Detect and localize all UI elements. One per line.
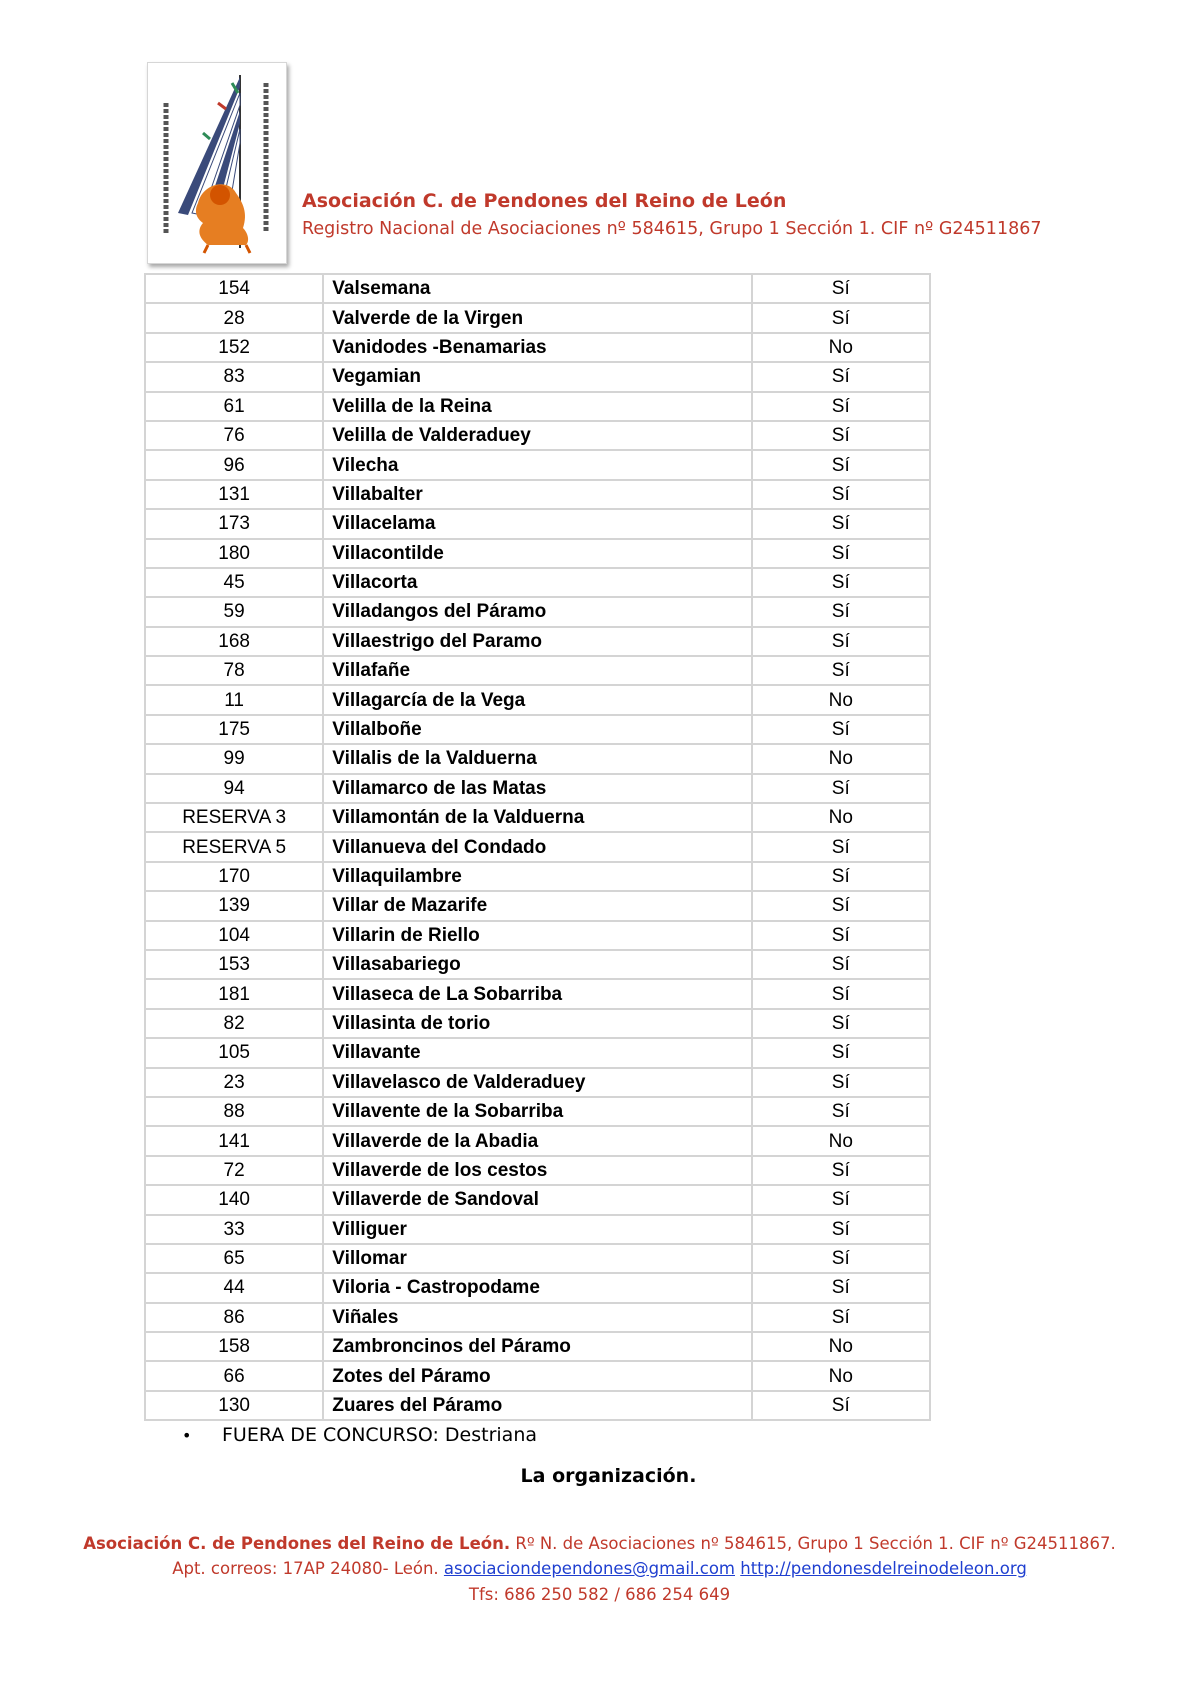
row-number: 131 xyxy=(145,480,323,509)
table-row xyxy=(145,421,930,450)
table-row xyxy=(145,539,930,568)
row-status: Sí xyxy=(752,1303,930,1332)
row-locality: Villavente de la Sobarriba xyxy=(323,1097,751,1126)
row-number: 72 xyxy=(145,1156,323,1185)
table-row xyxy=(145,568,930,597)
row-status: Sí xyxy=(752,303,930,332)
footer-line-2 xyxy=(0,1559,1199,1578)
association-logo xyxy=(147,62,287,264)
row-number: 33 xyxy=(145,1215,323,1244)
row-number: 82 xyxy=(145,1009,323,1038)
out-of-contest-note xyxy=(182,1424,537,1446)
table-row xyxy=(145,685,930,714)
row-locality: Villasabariego xyxy=(323,950,751,979)
row-status: Sí xyxy=(752,421,930,450)
row-status: No xyxy=(752,744,930,773)
row-status: Sí xyxy=(752,539,930,568)
row-locality: Villaestrigo del Paramo xyxy=(323,627,751,656)
row-status: Sí xyxy=(752,921,930,950)
table-row xyxy=(145,862,930,891)
footer-association-name: Asociación C. de Pendones del Reino de León. xyxy=(83,1534,511,1553)
row-locality: Vanidodes -Benamarias xyxy=(323,333,751,362)
table-row xyxy=(145,832,930,861)
row-number: 76 xyxy=(145,421,323,450)
row-number: 152 xyxy=(145,333,323,362)
row-number: 130 xyxy=(145,1391,323,1420)
table-row xyxy=(145,744,930,773)
row-status: Sí xyxy=(752,450,930,479)
table-row xyxy=(145,1273,930,1302)
table-row xyxy=(145,450,930,479)
footer-phones: Tfs: 686 250 582 / 686 254 649 xyxy=(468,1585,731,1604)
row-number: 173 xyxy=(145,509,323,538)
row-locality: Villomar xyxy=(323,1244,751,1273)
row-locality: Villasinta de torio xyxy=(323,1009,751,1038)
row-status: Sí xyxy=(752,1391,930,1420)
row-status: Sí xyxy=(752,568,930,597)
row-number: 23 xyxy=(145,1068,323,1097)
row-locality: Vegamian xyxy=(323,362,751,391)
participants-table xyxy=(144,273,931,1421)
row-locality: Villacorta xyxy=(323,568,751,597)
row-number: 175 xyxy=(145,715,323,744)
out-of-contest-text: FUERA DE CONCURSO: Destriana xyxy=(222,1424,538,1446)
bullet-icon: • xyxy=(182,1426,192,1445)
row-number: 94 xyxy=(145,774,323,803)
row-locality: Vilecha xyxy=(323,450,751,479)
row-number: 44 xyxy=(145,1273,323,1302)
row-number: 45 xyxy=(145,568,323,597)
row-status: Sí xyxy=(752,274,930,303)
footer-line-1 xyxy=(0,1534,1199,1553)
row-status: Sí xyxy=(752,950,930,979)
row-locality: Zambroncinos del Páramo xyxy=(323,1332,751,1361)
table-row xyxy=(145,1009,930,1038)
row-number: 180 xyxy=(145,539,323,568)
row-locality: Villaverde de Sandoval xyxy=(323,1185,751,1214)
row-locality: Villadangos del Páramo xyxy=(323,597,751,626)
row-status: Sí xyxy=(752,656,930,685)
row-status: No xyxy=(752,803,930,832)
row-number: 181 xyxy=(145,979,323,1008)
row-status: Sí xyxy=(752,1244,930,1273)
row-number: 61 xyxy=(145,392,323,421)
row-locality: Villarin de Riello xyxy=(323,921,751,950)
row-number: 83 xyxy=(145,362,323,391)
row-status: No xyxy=(752,333,930,362)
footer-address: Apt. correos: 17AP 24080- León. xyxy=(172,1559,444,1578)
table-row xyxy=(145,1156,930,1185)
row-status: Sí xyxy=(752,362,930,391)
row-locality: Viñales xyxy=(323,1303,751,1332)
table-row xyxy=(145,979,930,1008)
signature: La organización. xyxy=(520,1465,697,1487)
association-registry: Registro Nacional de Asociaciones nº 584615, Grupo 1 Sección 1. CIF nº G24511867 xyxy=(302,219,1042,239)
table-row xyxy=(145,1303,930,1332)
row-number: 28 xyxy=(145,303,323,332)
row-locality: Villalis de la Valduerna xyxy=(323,744,751,773)
row-locality: Villanueva del Condado xyxy=(323,832,751,861)
row-locality: Villavante xyxy=(323,1038,751,1067)
row-locality: Zotes del Páramo xyxy=(323,1361,751,1390)
table-row xyxy=(145,921,930,950)
row-status: Sí xyxy=(752,891,930,920)
footer-email-link[interactable]: asociaciondependones@gmail.com xyxy=(443,1559,735,1578)
row-number: 170 xyxy=(145,862,323,891)
row-locality: Villacelama xyxy=(323,509,751,538)
row-status: Sí xyxy=(752,774,930,803)
row-status: Sí xyxy=(752,1273,930,1302)
table-row xyxy=(145,715,930,744)
table-row xyxy=(145,1215,930,1244)
table-row xyxy=(145,1097,930,1126)
table-row xyxy=(145,1185,930,1214)
row-number: 11 xyxy=(145,685,323,714)
row-status: Sí xyxy=(752,1068,930,1097)
table-row xyxy=(145,480,930,509)
table-row xyxy=(145,597,930,626)
row-number: RESERVA 3 xyxy=(145,803,323,832)
row-locality: Velilla de Valderaduey xyxy=(323,421,751,450)
row-status: No xyxy=(752,1361,930,1390)
row-locality: Villacontilde xyxy=(323,539,751,568)
row-locality: Villaquilambre xyxy=(323,862,751,891)
row-status: Sí xyxy=(752,862,930,891)
row-status: Sí xyxy=(752,597,930,626)
row-number: 168 xyxy=(145,627,323,656)
row-status: Sí xyxy=(752,392,930,421)
table-row xyxy=(145,274,930,303)
table-row xyxy=(145,803,930,832)
row-status: Sí xyxy=(752,1097,930,1126)
row-status: Sí xyxy=(752,480,930,509)
table-row xyxy=(145,1391,930,1420)
row-number: 59 xyxy=(145,597,323,626)
table-row xyxy=(145,891,930,920)
table-row xyxy=(145,509,930,538)
row-locality: Villalboñe xyxy=(323,715,751,744)
table-row xyxy=(145,950,930,979)
row-locality: Villamontán de la Valduerna xyxy=(323,803,751,832)
row-locality: Villiguer xyxy=(323,1215,751,1244)
table-row xyxy=(145,303,930,332)
table-row xyxy=(145,1038,930,1067)
row-number: RESERVA 5 xyxy=(145,832,323,861)
row-status: No xyxy=(752,1332,930,1361)
row-number: 88 xyxy=(145,1097,323,1126)
row-locality: Villavelasco de Valderaduey xyxy=(323,1068,751,1097)
association-title: Asociación C. de Pendones del Reino de León xyxy=(302,190,787,212)
row-number: 105 xyxy=(145,1038,323,1067)
row-status: Sí xyxy=(752,979,930,1008)
row-number: 104 xyxy=(145,921,323,950)
row-locality: Valsemana xyxy=(323,274,751,303)
row-locality: Velilla de la Reina xyxy=(323,392,751,421)
row-status: Sí xyxy=(752,1215,930,1244)
table-row xyxy=(145,656,930,685)
participants-table-body xyxy=(145,274,930,1420)
row-locality: Viloria - Castropodame xyxy=(323,1273,751,1302)
row-locality: Valverde de la Virgen xyxy=(323,303,751,332)
table-row xyxy=(145,1126,930,1155)
table-row xyxy=(145,1332,930,1361)
row-status: Sí xyxy=(752,1156,930,1185)
table-row xyxy=(145,1068,930,1097)
row-status: No xyxy=(752,1126,930,1155)
row-locality: Villagarcía de la Vega xyxy=(323,685,751,714)
row-locality: Villamarco de las Matas xyxy=(323,774,751,803)
row-locality: Villaverde de los cestos xyxy=(323,1156,751,1185)
row-number: 65 xyxy=(145,1244,323,1273)
row-locality: Villaseca de La Sobarriba xyxy=(323,979,751,1008)
pendon-lion-emblem-icon xyxy=(148,63,286,263)
table-row xyxy=(145,774,930,803)
table-row xyxy=(145,392,930,421)
row-number: 139 xyxy=(145,891,323,920)
row-status: Sí xyxy=(752,627,930,656)
row-locality: Villafañe xyxy=(323,656,751,685)
row-status: Sí xyxy=(752,509,930,538)
table-row xyxy=(145,362,930,391)
row-number: 66 xyxy=(145,1361,323,1390)
row-number: 141 xyxy=(145,1126,323,1155)
footer-website-link[interactable]: http://pendonesdelreinodeleon.org xyxy=(740,1559,1027,1578)
row-status: Sí xyxy=(752,715,930,744)
footer-registry: Rº N. de Asociaciones nº 584615, Grupo 1 Sección 1. CIF nº G24511867. xyxy=(510,1534,1116,1553)
table-row xyxy=(145,333,930,362)
table-row xyxy=(145,1361,930,1390)
row-locality: Villar de Mazarife xyxy=(323,891,751,920)
row-status: Sí xyxy=(752,1009,930,1038)
row-number: 78 xyxy=(145,656,323,685)
row-locality: Zuares del Páramo xyxy=(323,1391,751,1420)
row-number: 96 xyxy=(145,450,323,479)
row-number: 86 xyxy=(145,1303,323,1332)
row-number: 158 xyxy=(145,1332,323,1361)
row-status: Sí xyxy=(752,1185,930,1214)
row-number: 154 xyxy=(145,274,323,303)
row-status: Sí xyxy=(752,1038,930,1067)
row-locality: Villaverde de la Abadia xyxy=(323,1126,751,1155)
table-row xyxy=(145,627,930,656)
row-status: Sí xyxy=(752,832,930,861)
row-locality: Villabalter xyxy=(323,480,751,509)
row-number: 153 xyxy=(145,950,323,979)
row-number: 99 xyxy=(145,744,323,773)
row-number: 140 xyxy=(145,1185,323,1214)
row-status: No xyxy=(752,685,930,714)
table-row xyxy=(145,1244,930,1273)
